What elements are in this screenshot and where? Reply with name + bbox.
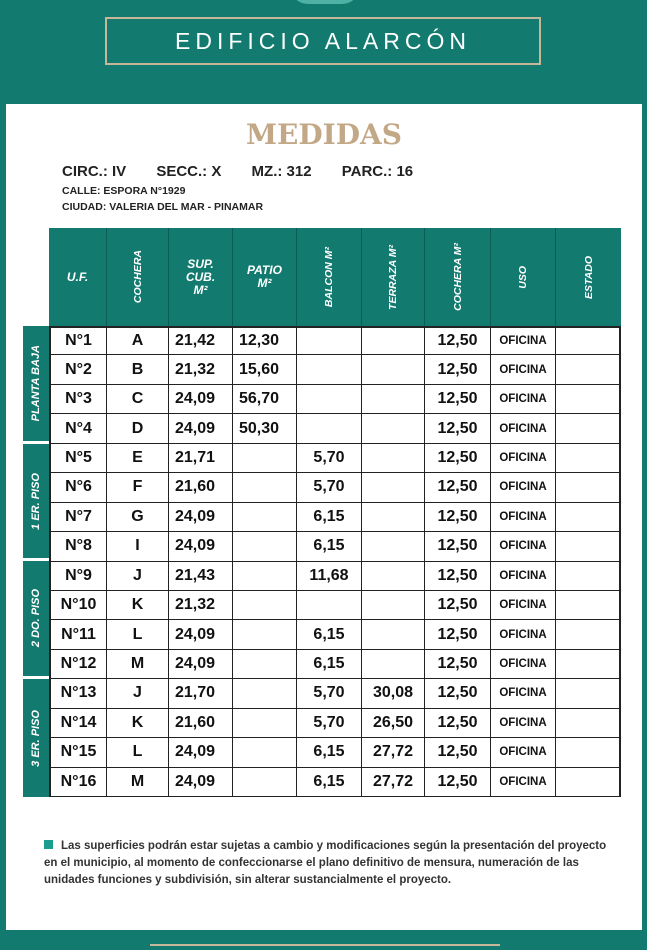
- cell-cochera: K: [107, 709, 169, 738]
- cell-uso: OFICINA: [491, 326, 556, 355]
- cell-uso: OFICINA: [491, 738, 556, 767]
- cell-sup: 21,32: [169, 591, 233, 620]
- header-uso: [491, 228, 556, 326]
- cell-coch_m2: 12,50: [425, 591, 491, 620]
- cell-uso: OFICINA: [491, 562, 556, 591]
- cell-patio: [233, 562, 297, 591]
- cell-uf: N°4: [49, 414, 107, 443]
- cell-estado: [556, 768, 621, 797]
- cell-balcon: 5,70: [297, 444, 362, 473]
- header-balcon-text: BALCON M²: [323, 246, 335, 308]
- cell-patio: [233, 679, 297, 708]
- cell-uf: N°16: [49, 768, 107, 797]
- table-row: [49, 591, 621, 620]
- cell-uso: OFICINA: [491, 591, 556, 620]
- table-row: [49, 326, 621, 355]
- cell-uf: N°8: [49, 532, 107, 561]
- cell-balcon: 6,15: [297, 503, 362, 532]
- table-row: [49, 532, 621, 561]
- cell-uso: OFICINA: [491, 532, 556, 561]
- cell-sup: 24,09: [169, 738, 233, 767]
- header-sup-line3: M²: [193, 282, 208, 297]
- cell-cochera: L: [107, 620, 169, 649]
- mz-label: MZ.: 312: [251, 163, 312, 180]
- cell-terraza: 27,72: [362, 768, 425, 797]
- cell-balcon: [297, 355, 362, 384]
- cell-terraza: [362, 326, 425, 355]
- table-row: [49, 385, 621, 414]
- street-label: CALLE: ESPORA N°1929: [62, 185, 186, 197]
- cell-balcon: [297, 414, 362, 443]
- cell-uso: OFICINA: [491, 414, 556, 443]
- bullet-icon: [44, 840, 53, 849]
- cell-uso: OFICINA: [491, 709, 556, 738]
- floor-label-piso3: [23, 679, 49, 797]
- table-row: [49, 679, 621, 708]
- cell-sup: 21,32: [169, 355, 233, 384]
- cell-coch_m2: 12,50: [425, 679, 491, 708]
- cell-patio: [233, 444, 297, 473]
- cell-coch_m2: 12,50: [425, 738, 491, 767]
- cell-estado: [556, 679, 621, 708]
- header-uf: [49, 228, 107, 326]
- header-cochera-text: COCHERA: [131, 250, 144, 304]
- cell-terraza: [362, 444, 425, 473]
- cell-uso: OFICINA: [491, 355, 556, 384]
- cell-balcon: [297, 326, 362, 355]
- parc-label: PARC.: 16: [341, 163, 414, 180]
- cell-uf: N°7: [49, 503, 107, 532]
- cell-estado: [556, 326, 621, 355]
- cell-balcon: 6,15: [297, 532, 362, 561]
- table-row: [49, 473, 621, 502]
- cell-patio: [233, 503, 297, 532]
- floor-text: PLANTA BAJA: [30, 345, 42, 422]
- cell-balcon: 6,15: [297, 738, 362, 767]
- cell-cochera: M: [107, 768, 169, 797]
- cell-uf: N°1: [49, 326, 107, 355]
- table-row: [49, 414, 621, 443]
- header-uso-text: USO: [517, 265, 529, 289]
- cell-estado: [556, 709, 621, 738]
- measurements-sheet: [6, 104, 642, 930]
- cell-estado: [556, 591, 621, 620]
- cell-balcon: 5,70: [297, 679, 362, 708]
- table-row: [49, 620, 621, 649]
- cell-uf: N°6: [49, 473, 107, 502]
- cell-coch_m2: 12,50: [425, 326, 491, 355]
- cell-uf: N°13: [49, 679, 107, 708]
- cell-sup: 24,09: [169, 650, 233, 679]
- cell-estado: [556, 355, 621, 384]
- cell-uso: OFICINA: [491, 650, 556, 679]
- cell-estado: [556, 385, 621, 414]
- header-terraza: [362, 228, 425, 326]
- cell-coch_m2: 12,50: [425, 709, 491, 738]
- cell-uso: OFICINA: [491, 768, 556, 797]
- cell-terraza: [362, 385, 425, 414]
- cell-uso: OFICINA: [491, 473, 556, 502]
- table-row: [49, 562, 621, 591]
- cell-sup: 21,71: [169, 444, 233, 473]
- cell-cochera: D: [107, 414, 169, 443]
- cell-uso: OFICINA: [491, 444, 556, 473]
- cell-estado: [556, 532, 621, 561]
- cell-estado: [556, 503, 621, 532]
- cell-balcon: 11,68: [297, 562, 362, 591]
- cell-balcon: 5,70: [297, 709, 362, 738]
- cell-patio: [233, 591, 297, 620]
- header-estado: [556, 228, 621, 326]
- cell-cochera: J: [107, 562, 169, 591]
- cell-cochera: F: [107, 473, 169, 502]
- floor-text: 1 ER. PISO: [30, 472, 42, 530]
- cell-patio: [233, 650, 297, 679]
- disclaimer-note: [44, 838, 614, 889]
- header-cochera: [107, 228, 169, 326]
- cell-cochera: G: [107, 503, 169, 532]
- cell-estado: [556, 444, 621, 473]
- cell-cochera: M: [107, 650, 169, 679]
- units-table: [49, 326, 621, 797]
- cell-cochera: L: [107, 738, 169, 767]
- cell-coch_m2: 12,50: [425, 444, 491, 473]
- table-row: [49, 650, 621, 679]
- cell-terraza: [362, 414, 425, 443]
- header-patio: [233, 228, 297, 326]
- cell-terraza: [362, 355, 425, 384]
- floor-label-planta-baja: [23, 326, 49, 444]
- cell-cochera: C: [107, 385, 169, 414]
- cell-sup: 24,09: [169, 414, 233, 443]
- cell-terraza: [362, 591, 425, 620]
- cell-terraza: [362, 503, 425, 532]
- cell-coch_m2: 12,50: [425, 768, 491, 797]
- cell-coch_m2: 12,50: [425, 385, 491, 414]
- cell-uf: N°12: [49, 650, 107, 679]
- cell-sup: 24,09: [169, 768, 233, 797]
- top-decoration: [290, 0, 360, 4]
- cell-coch_m2: 12,50: [425, 620, 491, 649]
- note-text: Las superficies podrán estar sujetas a cambio y modificaciones según la presentación del proyecto en el municipio, al momento de confeccionarse el plano definitivo de mensura, numeración de las unidades funciones y subdivisión, sin alterar sustancialmente el proyecto.: [44, 840, 607, 886]
- cell-estado: [556, 562, 621, 591]
- cell-patio: [233, 768, 297, 797]
- cell-terraza: [362, 532, 425, 561]
- floor-text: 2 DO. PISO: [30, 589, 42, 648]
- cell-sup: 24,09: [169, 385, 233, 414]
- cell-sup: 21,43: [169, 562, 233, 591]
- cell-terraza: 26,50: [362, 709, 425, 738]
- header-sup-line1: SUP.: [187, 256, 214, 271]
- cell-cochera: J: [107, 679, 169, 708]
- cell-uso: OFICINA: [491, 620, 556, 649]
- cell-patio: [233, 473, 297, 502]
- table-row: [49, 503, 621, 532]
- cell-patio: [233, 532, 297, 561]
- cell-balcon: 6,15: [297, 650, 362, 679]
- cell-uso: OFICINA: [491, 679, 556, 708]
- cell-balcon: 5,70: [297, 473, 362, 502]
- cell-coch_m2: 12,50: [425, 532, 491, 561]
- cell-cochera: I: [107, 532, 169, 561]
- cell-balcon: [297, 385, 362, 414]
- cell-sup: 21,60: [169, 473, 233, 502]
- cell-balcon: [297, 591, 362, 620]
- floor-label-piso1: [23, 444, 49, 561]
- secc-label: SECC.: X: [156, 163, 222, 180]
- title-frame: [105, 17, 541, 65]
- cell-uf: N°5: [49, 444, 107, 473]
- cell-sup: 21,60: [169, 709, 233, 738]
- cell-uso: OFICINA: [491, 385, 556, 414]
- header-patio-line1: PATIO: [247, 263, 282, 277]
- cell-balcon: 6,15: [297, 768, 362, 797]
- circ-label: CIRC.: IV: [62, 163, 127, 180]
- cell-sup: 24,09: [169, 620, 233, 649]
- cell-cochera: B: [107, 355, 169, 384]
- cell-uf: N°10: [49, 591, 107, 620]
- cell-patio: 15,60: [233, 355, 297, 384]
- cell-estado: [556, 620, 621, 649]
- cell-terraza: [362, 473, 425, 502]
- table-row: [49, 355, 621, 384]
- cell-cochera: A: [107, 326, 169, 355]
- header-balcon: [297, 228, 362, 326]
- cell-uf: N°14: [49, 709, 107, 738]
- cell-uf: N°9: [49, 562, 107, 591]
- page-heading: MEDIDAS: [246, 118, 402, 151]
- cell-patio: [233, 709, 297, 738]
- cell-coch_m2: 12,50: [425, 414, 491, 443]
- building-title: EDIFICIO ALARCÓN: [175, 27, 471, 54]
- table-row: [49, 444, 621, 473]
- cell-coch_m2: 12,50: [425, 562, 491, 591]
- cell-balcon: 6,15: [297, 620, 362, 649]
- cadastral-info: [62, 163, 439, 180]
- cell-uf: N°2: [49, 355, 107, 384]
- cell-uso: OFICINA: [491, 503, 556, 532]
- bottom-divider: [150, 944, 500, 946]
- cell-sup: 24,09: [169, 532, 233, 561]
- cell-terraza: [362, 650, 425, 679]
- cell-coch_m2: 12,50: [425, 473, 491, 502]
- city-label: CIUDAD: VALERIA DEL MAR - PINAMAR: [62, 201, 264, 213]
- cell-cochera: K: [107, 591, 169, 620]
- header-terraza-text: TERRAZA M²: [387, 244, 399, 310]
- header-sup-line2: CUB.: [185, 269, 216, 284]
- header-estado-text: ESTADO: [582, 255, 595, 299]
- header-cochera-m2-text: COCHERA M²: [451, 243, 464, 311]
- cell-estado: [556, 650, 621, 679]
- cell-coch_m2: 12,50: [425, 355, 491, 384]
- cell-coch_m2: 12,50: [425, 650, 491, 679]
- table-row: [49, 709, 621, 738]
- cell-terraza: [362, 620, 425, 649]
- cell-patio: 56,70: [233, 385, 297, 414]
- table-row: [49, 768, 621, 797]
- table-row: [49, 738, 621, 767]
- header-sup-cub: [169, 228, 233, 326]
- cell-uf: N°3: [49, 385, 107, 414]
- cell-terraza: 30,08: [362, 679, 425, 708]
- cell-sup: 21,42: [169, 326, 233, 355]
- cell-coch_m2: 12,50: [425, 503, 491, 532]
- cell-uf: N°15: [49, 738, 107, 767]
- cell-terraza: [362, 562, 425, 591]
- cell-patio: 50,30: [233, 414, 297, 443]
- header-uf-text: U.F.: [66, 269, 89, 284]
- cell-patio: [233, 738, 297, 767]
- cell-patio: 12,30: [233, 326, 297, 355]
- cell-cochera: E: [107, 444, 169, 473]
- cell-terraza: 27,72: [362, 738, 425, 767]
- floor-label-piso2: [23, 561, 49, 679]
- header-cochera-m2: [425, 228, 491, 326]
- cell-patio: [233, 620, 297, 649]
- cell-uf: N°11: [49, 620, 107, 649]
- cell-estado: [556, 414, 621, 443]
- header-patio-line2: M²: [257, 276, 272, 290]
- cell-sup: 24,09: [169, 503, 233, 532]
- cell-sup: 21,70: [169, 679, 233, 708]
- floor-text: 3 ER. PISO: [30, 709, 42, 767]
- cell-estado: [556, 473, 621, 502]
- cell-estado: [556, 738, 621, 767]
